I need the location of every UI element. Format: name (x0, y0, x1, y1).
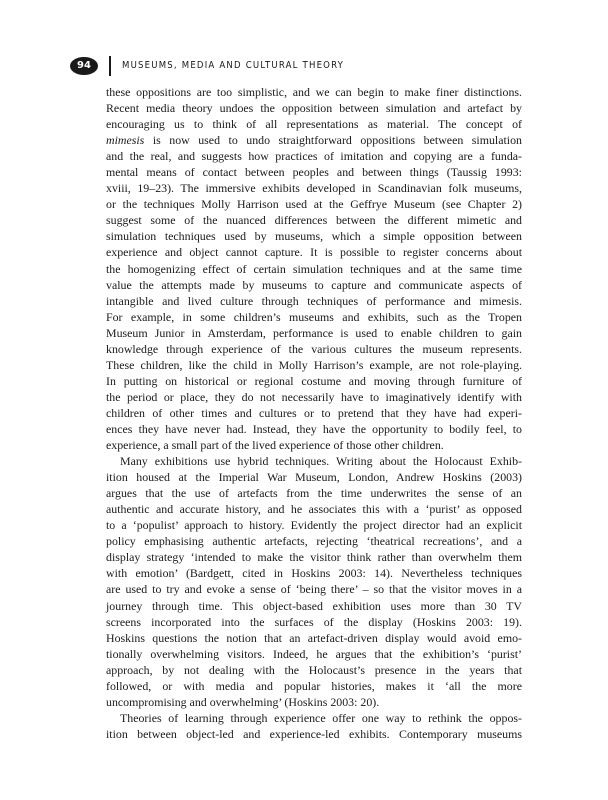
text-line: suggest some of the nuanced differences between the different mimetic and (106, 213, 522, 228)
text-line: Many exhibitions use hybrid techniques. Writing about the Holocaust Exhib- (120, 454, 522, 469)
text-line: ition between object-led and experience-led exhibits. Contemporary museums (106, 726, 522, 741)
header-divider (109, 56, 111, 76)
text-line: knowledge through experience of the various cultures the museum represents. (106, 341, 522, 356)
text-line: mental means of contact between peoples and between things (Taussig 1993: (106, 165, 522, 180)
text-line: followed, or with media and popular histories, makes it ‘all the more (106, 678, 522, 693)
running-head-title: MUSEUMS, MEDIA AND CULTURAL THEORY (122, 60, 345, 71)
text-line: Hoskins questions the notion that an artefact-driven display would avoid emo- (106, 630, 522, 645)
text-line: Theories of learning through experience offer one way to rethink the oppos- (120, 710, 522, 725)
text-line: authentic and accurate history, and he associates this with a ‘purist’ as opposed (106, 502, 522, 517)
text-line: tionally overwhelming visitors. Indeed, he argues that the exhibition’s ‘purist’ (106, 646, 522, 661)
text-line: ences they have never had. Instead, they have the opportunity to bodily feel, to (106, 421, 522, 436)
text-line: For example, in some children’s museums and exhibits, such as the Tropen (106, 309, 522, 324)
text-line: these oppositions are too simplistic, and we can begin to make finer distinctions. (106, 85, 522, 99)
text-line: are used to try and evoke a sense of ‘being there’ – so that the visitor moves in a (106, 582, 522, 597)
text-line: simulation techniques used by museums, which a simple opposition between (106, 229, 522, 244)
text-line: mimesis is now used to undo straightforward oppositions between simulation (106, 133, 522, 148)
text-line: encouraging us to think of all representations as material. The concept of (106, 117, 522, 132)
text-line: experience, a small part of the lived experience of those other children. (106, 438, 444, 453)
text-line: screens incorporated into the surfaces of the display (Hoskins 2003: 19). (106, 614, 522, 629)
text-line: These children, like the child in Molly Harrison’s example, are not role-playing. (106, 357, 522, 372)
page-number: 94 (70, 57, 98, 75)
text-line: uncompromising and overwhelming’ (Hoskins 2003: 20). (106, 694, 380, 709)
text-line: argues that the use of artefacts from the time underwrites the sense of an (106, 486, 522, 501)
text-line: experience and object cannot capture. It is possible to register concerns about (106, 245, 522, 260)
text-line: the period or place, they do not necessarily have to imaginatively identify with (106, 389, 522, 404)
text-line: In putting on historical or regional costume and moving through furniture of (106, 373, 522, 388)
text-line: Museum Junior in Amsterdam, performance is used to enable children to gain (106, 325, 522, 340)
text-line: children of other times and cultures or to pretend that they have had experi- (106, 405, 522, 420)
text-line: value the attempts made by museums to capture and communicate aspects of (106, 277, 522, 292)
text-line: xviii, 19–23). The immersive exhibits developed in Scandinavian folk museums, (106, 181, 522, 196)
text-line: with emotion’ (Bardgett, cited in Hoskins 2003: 14). Nevertheless techniques (106, 566, 522, 581)
running-header (70, 56, 540, 78)
text-line: to a ‘populist’ approach to history. Evidently the project director had an explicit (106, 518, 522, 533)
text-line: and the real, and suggests how practices of imitation and copying are a funda- (106, 149, 522, 164)
text-line: the homogenizing effect of certain simulation techniques and at the same time (106, 261, 522, 276)
text-line: journey through time. This object-based exhibition uses more than 30 TV (106, 598, 522, 613)
text-line: approach, by not dealing with the Holocaust’s presence in the years that (106, 662, 522, 677)
body-text (106, 84, 522, 742)
text-line: intangible and lived culture through techniques of performance and mimesis. (106, 293, 522, 308)
text-line: ition housed at the Imperial War Museum, London, Andrew Hoskins (2003) (106, 470, 522, 485)
text-line: policy emphasising authentic artefacts, rejecting ‘theatrical recreations’, and a (106, 534, 522, 549)
text-line: or the techniques Molly Harrison used at the Geffrye Museum (see Chapter 2) (106, 197, 522, 212)
text-line: Recent media theory undoes the opposition between simulation and artefact by (106, 101, 522, 116)
text-line: display strategy ‘intended to make the visitor think rather than overwhelm them (106, 550, 522, 565)
